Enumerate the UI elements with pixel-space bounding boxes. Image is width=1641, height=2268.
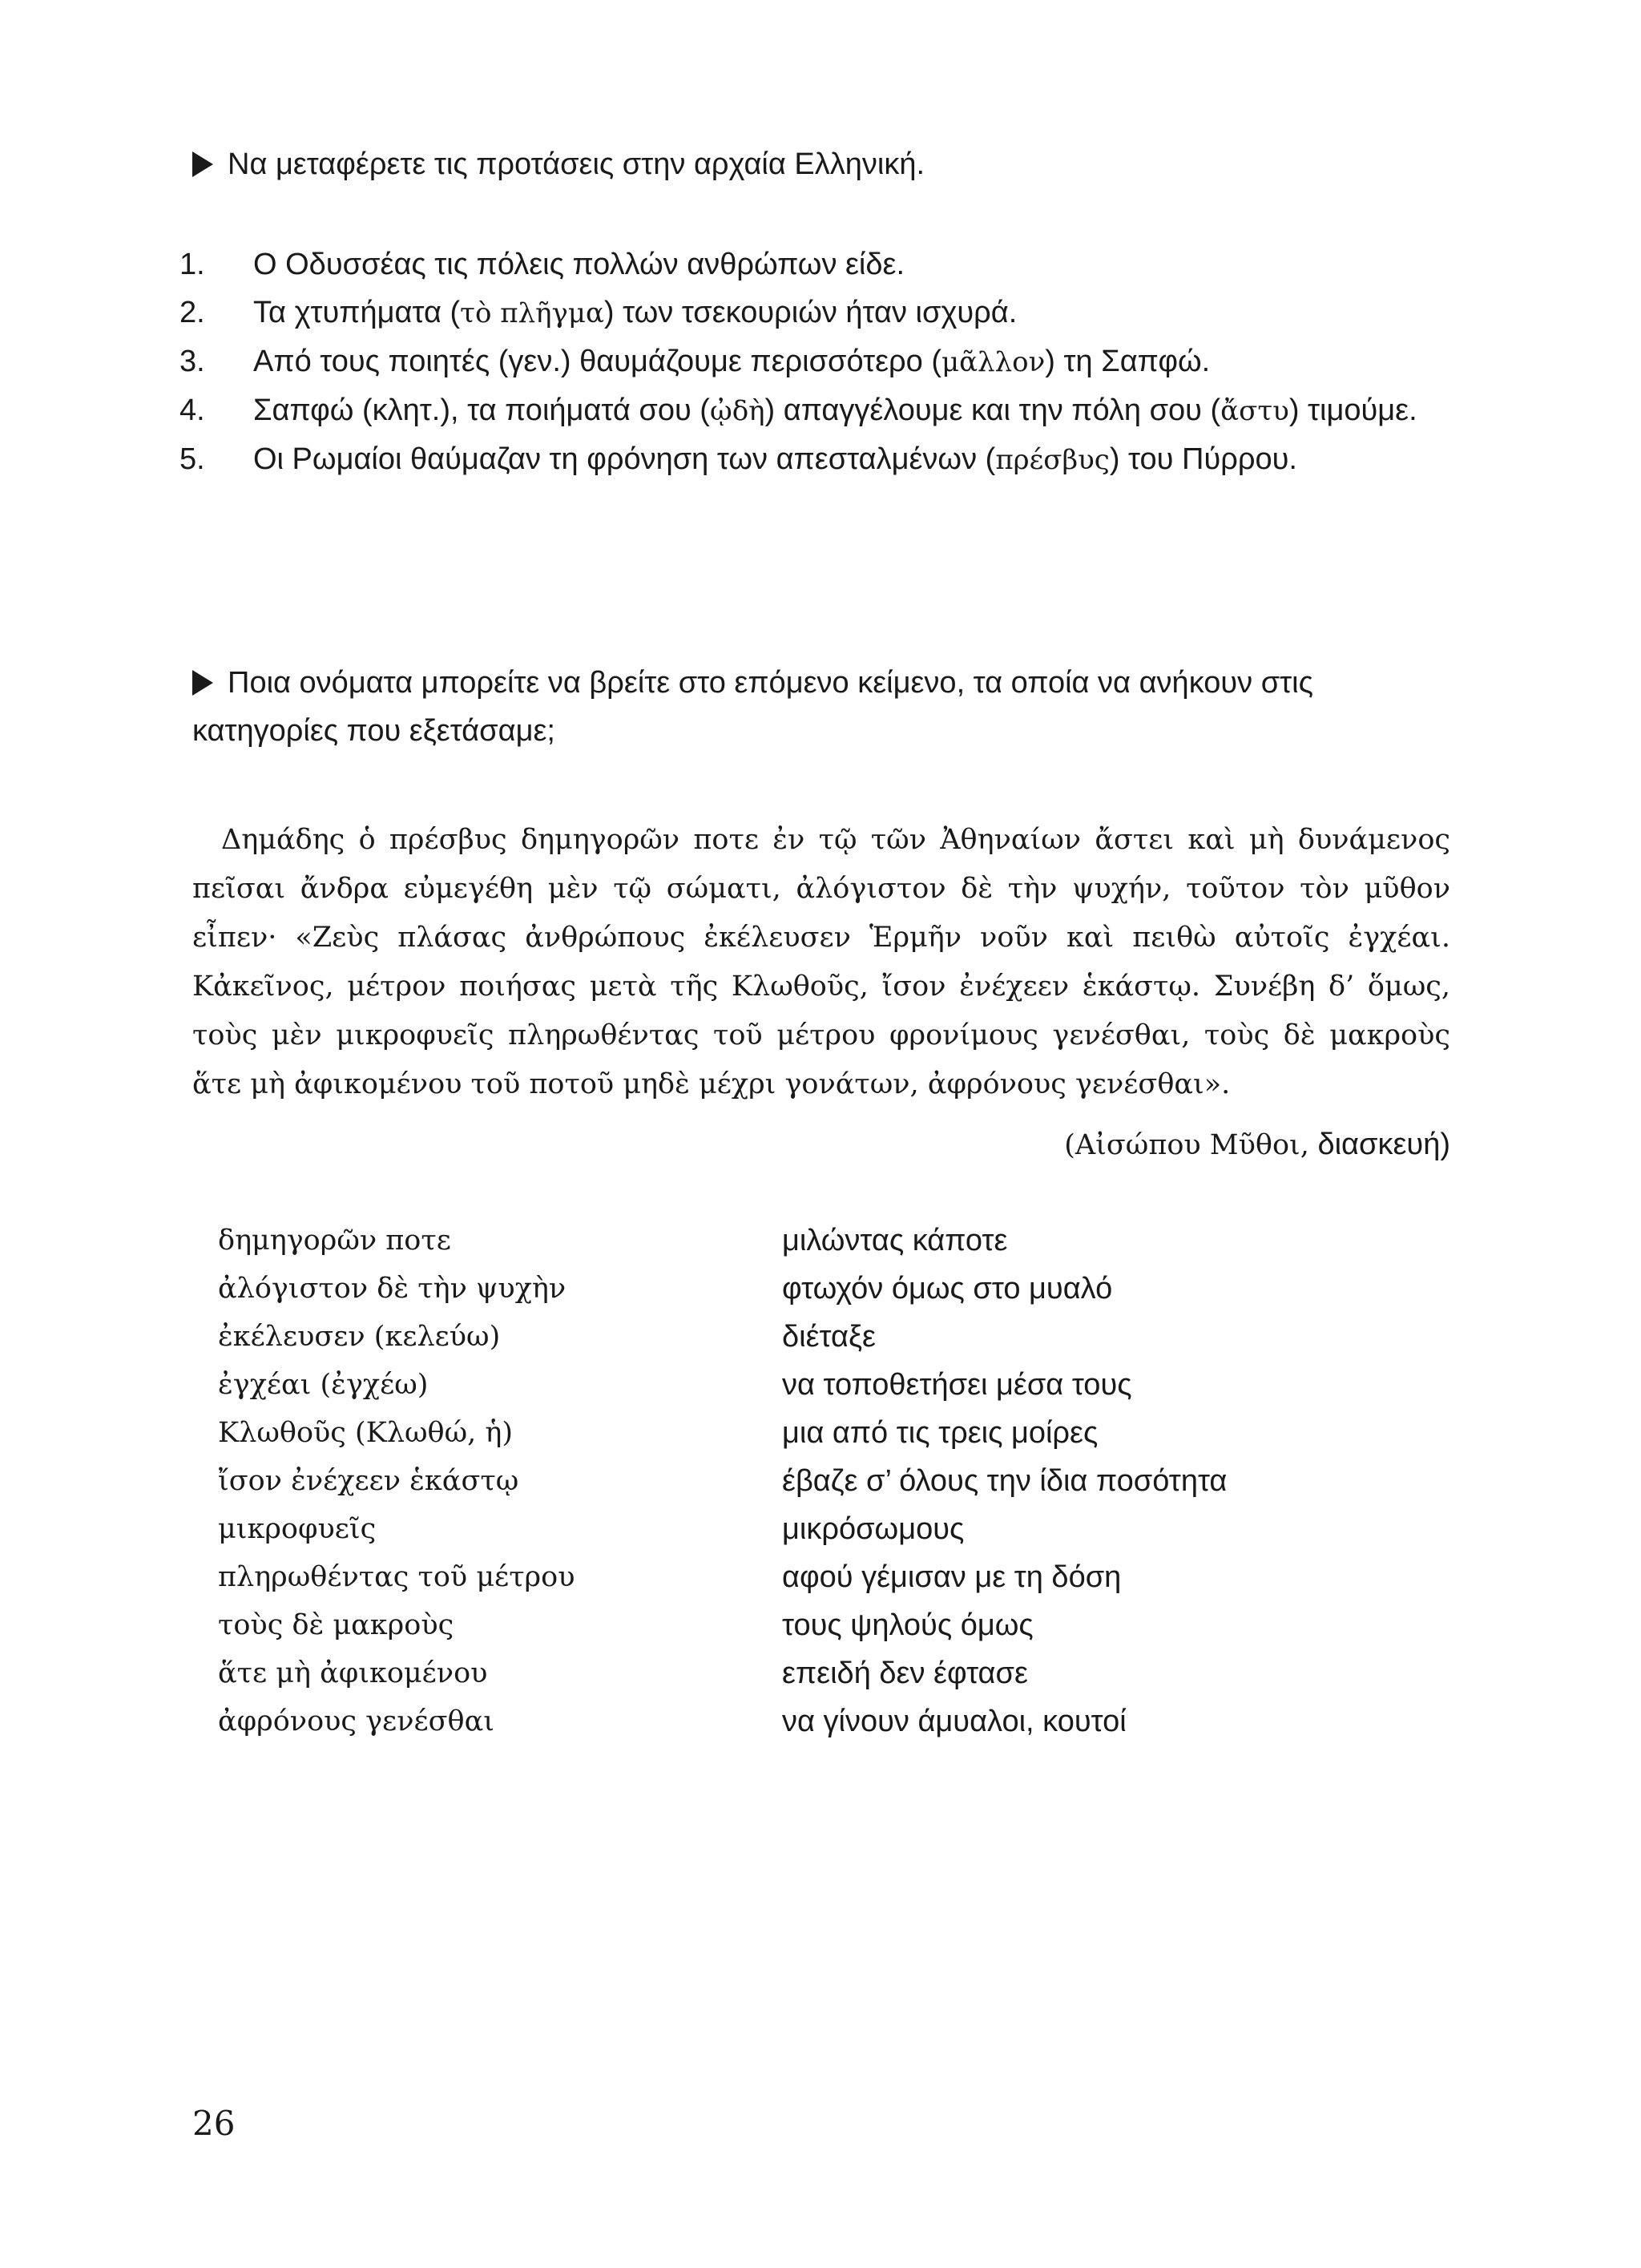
sentence-text: Σαπφώ (κλητ.), τα ποιήματά σου ( [253,393,710,427]
glossary-ancient-term: ἀλόγιστον δὲ τὴν ψυχὴν [218,1273,566,1305]
glossary-ancient-term: πληρωθέντας τοῦ μέτρου [218,1561,575,1593]
sentence-number: 4. [179,393,205,427]
sentence-text: ) τη Σαπφώ. [1045,345,1211,378]
greek-hint: ᾠδὴ [709,395,765,427]
glossary-row [218,1649,1340,1697]
exercise-2-instruction [192,659,1450,755]
sentence-number: 3. [179,345,205,378]
arrow-bullet-icon [192,670,213,696]
sentence-text: Από τους ποιητές (γεν.) θαυμάζουμε περισσότερο ( [253,345,941,378]
greek-hint: μᾶλλον [941,346,1046,378]
glossary-translation: μια από τις τρεις μοίρες [782,1416,1099,1450]
glossary-row [218,1697,1340,1745]
glossary-translation: να γίνουν άμυαλοι, κουτοί [782,1705,1127,1738]
glossary-translation: αφού γέμισαν με τη δόση [782,1560,1122,1594]
glossary-row [218,1505,1340,1553]
ancient-greek-passage: Δημάδης ὁ πρέσβυς δημηγορῶν ποτε ἐν τῷ τῶν Ἀθηναίων ἄστει καὶ μὴ δυνάμενος πεῖσαι ἄνδρα εὐμεγέθη μὲν τῷ σώματι, ἀλόγιστον δὲ τὴν ψυχήν, τοῦτον τὸν μῦθον εἶπεν· «Ζεὺς πλάσας ἀνθρώπους ἐκέλευσεν Ἑρμῆν νοῦν καὶ πειθὼ αὐτοῖς ἐγχέαι. Κἀκεῖνος, μέτρον ποιήσας μετὰ τῆς Κλωθοῦς, ἴσον ἐνέχεεν ἑκάστῳ. Συνέβη δ’ ὅμως, τοὺς μὲν μικροφυεῖς πληρωθέντας τοῦ μέτρου φρονίμους γενέσθαι, τοὺς δὲ μακροὺς ἅτε μὴ ἀφικομένου τοῦ ποτοῦ μηδὲ μέχρι γονάτων, ἀφρόνους γενέσθαι». [192,824,1450,1100]
glossary-translation: να τοποθετήσει μέσα τους [782,1368,1132,1402]
glossary-ancient-term: ἐγχέαι (ἐγχέω) [218,1369,429,1401]
glossary-ancient-term: ἐκέλευσεν (κελεύω) [218,1321,501,1353]
sentence-number: 5. [179,442,205,476]
sentence-number: 2. [179,296,205,329]
vocabulary-glossary [218,1217,1340,1745]
glossary-row [218,1313,1340,1361]
glossary-translation: διέταξε [782,1320,876,1354]
sentence-text: Ο Οδυσσέας τις πόλεις πολλών ανθρώπων είδε. [253,248,905,281]
glossary-row [218,1217,1340,1265]
sentence-text: Οι Ρωμαίοι θαύμαζαν τη φρόνηση των απεσταλμένων ( [253,442,996,476]
sentence-item [179,435,1450,484]
passage-source [1064,1120,1450,1169]
translation-sentences-list [179,240,1450,484]
exercise-1-instruction [192,140,1450,188]
source-note: διασκευή) [1308,1128,1450,1161]
sentence-text: Τα χτυπήματα ( [253,296,461,329]
glossary-row [218,1265,1340,1313]
sentence-text: ) των τσεκουριών ήταν ισχυρά. [603,296,1018,329]
glossary-row [218,1361,1340,1409]
greek-hint: ἄστυ [1220,395,1289,427]
sentence-text: ) τιμούμε. [1288,393,1417,427]
glossary-row [218,1553,1340,1601]
greek-hint: πρέσβυς [995,444,1110,476]
glossary-row [218,1601,1340,1649]
glossary-row [218,1457,1340,1505]
glossary-translation: τους ψηλούς όμως [782,1608,1034,1642]
glossary-translation: έβαζε σ’ όλους την ίδια ποσότητα [782,1464,1228,1498]
glossary-translation: φτωχόν όμως στο μυαλό [782,1272,1113,1306]
glossary-ancient-term: ἅτε μὴ ἀφικομένου [218,1657,488,1689]
glossary-ancient-term: Κλωθοῦς (Κλωθώ, ἡ) [218,1417,514,1449]
arrow-bullet-icon [192,151,213,177]
glossary-translation: επειδή δεν έφτασε [782,1657,1028,1690]
sentence-item [179,386,1450,435]
sentence-item [179,240,1450,289]
sentence-item [179,289,1450,337]
source-open-paren: ( [1064,1129,1075,1161]
glossary-ancient-term: ἀφρόνους γενέσθαι [218,1705,494,1737]
exercise-2-text: Ποια ονόματα μπορείτε να βρείτε στο επόμενο κείμενο, τα οποία να ανήκουν στις κατηγορίες που εξετάσαμε; [192,666,1313,748]
sentence-item [179,337,1450,386]
sentence-text: ) του Πύρρου. [1109,442,1297,476]
greek-hint: τὸ πλῆγμα [460,297,604,329]
glossary-ancient-term: ἴσον ἐνέχεεν ἑκάστῳ [218,1465,519,1497]
glossary-ancient-term: δημηγορῶν ποτε [218,1225,451,1257]
glossary-translation: μιλώντας κάποτε [782,1224,1008,1257]
glossary-translation: μικρόσωμους [782,1512,965,1546]
glossary-ancient-term: τοὺς δὲ μακροὺς [218,1609,454,1641]
sentence-number: 1. [179,248,205,281]
page-number: 26 [192,2104,236,2143]
exercise-1-text: Να μεταφέρετε τις προτάσεις στην αρχαία Ελληνική. [228,147,925,181]
sentence-text: ) απαγγέλουμε και την πόλη σου ( [764,393,1221,427]
source-title: Αἰσώπου Μῦθοι, [1075,1129,1309,1161]
glossary-row [218,1409,1340,1457]
glossary-ancient-term: μικροφυεῖς [218,1513,377,1545]
